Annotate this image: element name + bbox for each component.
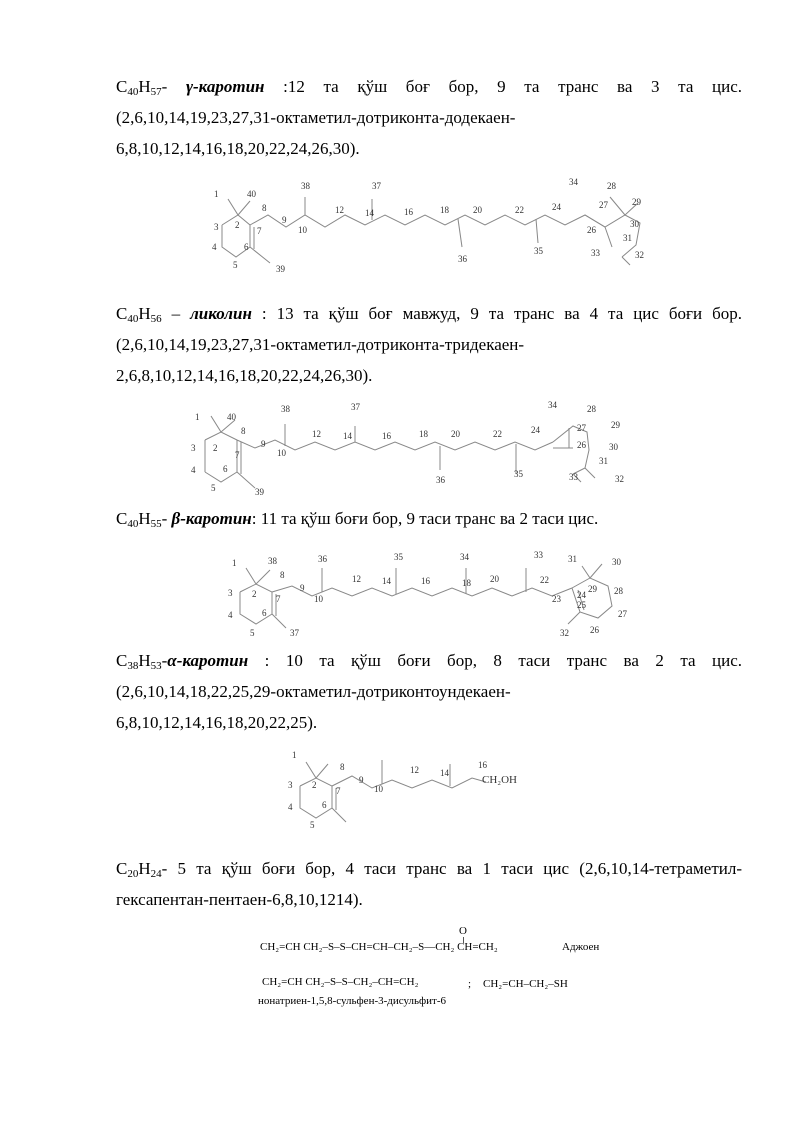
- formula-separator: ;: [468, 978, 472, 990]
- c20h24-line-2: гексапентан-пентаен-6,8,10,1214).: [116, 890, 363, 909]
- mol2-label: 1: [195, 412, 200, 422]
- mol3-label: 24: [577, 590, 586, 600]
- mol2-label: 12: [312, 429, 321, 439]
- mol1-label: 12: [335, 205, 344, 215]
- mol3-label: 7: [276, 594, 281, 604]
- alpha-carotene-iupac-2: 6,8,10,12,14,16,18,20,22,25).: [116, 713, 318, 732]
- mol1-label: 26: [587, 225, 596, 235]
- mol1-label: 22: [515, 205, 524, 215]
- mol3-label: 14: [382, 576, 391, 586]
- c20h24-line-1: $C_{20}H_{24}-$ 5 та қўш боғи бор, 4 таси транс ва 1 таси цис (2,6,10,14-тетраметил-: [116, 859, 742, 880]
- mol4-label: 10: [374, 784, 383, 794]
- mol1-label: 6: [244, 242, 249, 252]
- gamma-carotene-name: γ-каротин: [185, 77, 265, 96]
- mol1-label: 35: [534, 246, 543, 256]
- mol1-label: 14: [365, 208, 374, 218]
- mol2-label: 2: [213, 443, 218, 453]
- beta-carotene-structure: [222, 548, 642, 642]
- mol4-label: 6: [322, 800, 327, 810]
- mol2-label: 29: [611, 420, 620, 430]
- mol1-label: 24: [552, 202, 561, 212]
- retinol-structure: [286, 746, 546, 836]
- mol3-label: 2: [252, 589, 257, 599]
- lycopene-iupac-2: 2,6,8,10,12,14,16,18,20,22,24,26,30).: [116, 366, 373, 385]
- alpha-carotene-name: α-каротин: [167, 651, 249, 670]
- mol2-label: 36: [436, 475, 445, 485]
- lycopene-iupac-1: (2,6,10,14,19,23,27,31-октаметил-дотриконта-тридекаен-: [116, 335, 525, 354]
- lycopene-structure: [185, 402, 645, 502]
- mol4-label: 5: [310, 820, 315, 830]
- mol2-label: 26: [577, 440, 586, 450]
- mol3-label: 22: [540, 575, 549, 585]
- mol3-label: 32: [560, 628, 569, 638]
- mol1-label: 2: [235, 220, 240, 230]
- mol2-label: 16: [382, 431, 391, 441]
- mol2-label: 39: [255, 487, 264, 497]
- mol1-label: 27: [599, 200, 608, 210]
- gamma-carotene-structure: [200, 175, 660, 285]
- mol2-label: 27: [577, 423, 586, 433]
- mol4-label: 3: [288, 780, 293, 790]
- mol3-label: 31: [568, 554, 577, 564]
- mol4-label: 14: [440, 768, 449, 778]
- mol2-label: 14: [343, 431, 352, 441]
- mol1-label: 30: [630, 219, 639, 229]
- mol3-label: 4: [228, 610, 233, 620]
- mol2-label: 7: [235, 450, 240, 460]
- ajoene-formula: CH₂=CH CH₂–S–S–CH=CH–CH₂–S—CH₂ CH=CH₂: [260, 941, 498, 953]
- mol1-label: 8: [262, 203, 267, 213]
- mol3-label: 8: [280, 570, 285, 580]
- mol1-label: 38: [301, 181, 310, 191]
- mol3-label: 10: [314, 594, 323, 604]
- gamma-carotene-iupac-2: 6,8,10,12,14,16,18,20,22,24,26,30).: [116, 139, 360, 158]
- mol3-label: 20: [490, 574, 499, 584]
- ch2oh-label: CH₂OH: [482, 774, 518, 786]
- mol3-label: 38: [268, 556, 277, 566]
- mol4-label: 16: [478, 760, 487, 770]
- mol4-label: 1: [292, 750, 297, 760]
- mol4-label: 4: [288, 802, 293, 812]
- mol1-label: 40: [247, 189, 256, 199]
- mol3-label: 9: [300, 583, 305, 593]
- lycopene-title-line: $C_{40}H_{56}$ – ликолин : 13 та қўш боғ мавжуд, 9 та транс ва 4 та цис боғи бор.: [116, 304, 742, 325]
- mol1-label: 37: [372, 181, 381, 191]
- mol1-label: 31: [623, 233, 632, 243]
- mol2-label: 8: [241, 426, 246, 436]
- mol3-label: 23: [552, 594, 561, 604]
- mol3-label: 12: [352, 574, 361, 584]
- mol2-label: 22: [493, 429, 502, 439]
- mol1-label: 1: [214, 189, 219, 199]
- mol3-label: 25: [577, 600, 586, 610]
- gamma-carotene-title-line: $C_{40}H_{57}-$ γ-каротин :12 та қўш боғ бор, 9 та транс ва 3 та цис.: [116, 77, 742, 98]
- alpha-carotene-paragraph: [116, 645, 742, 738]
- mol2-label: 3: [191, 443, 196, 453]
- ajoene-oxygen: O: [459, 925, 467, 937]
- mol2-label: 34: [548, 400, 557, 410]
- mol2-label: 10: [277, 448, 286, 458]
- mol2-label: 28: [587, 404, 596, 414]
- mol1-label: 32: [635, 250, 644, 260]
- mol1-label: 36: [458, 254, 467, 264]
- mol2-label: 33: [569, 472, 578, 482]
- mol1-label: 18: [440, 205, 449, 215]
- lycopene-paragraph: [116, 298, 742, 391]
- mol3-label: 18: [462, 578, 471, 588]
- mol2-label: 32: [615, 474, 624, 484]
- mol2-label: 30: [609, 442, 618, 452]
- mol1-label: 4: [212, 242, 217, 252]
- c20h24-paragraph: [116, 853, 742, 915]
- mol3-label: 30: [612, 557, 621, 567]
- mol4-label: 9: [359, 775, 364, 785]
- mol2-label: 40: [227, 412, 236, 422]
- mol1-label: 16: [404, 207, 413, 217]
- mol3-label: 28: [614, 586, 623, 596]
- mol2-label: 37: [351, 402, 360, 412]
- mol1-label: 7: [257, 226, 262, 236]
- mol3-label: 6: [262, 608, 267, 618]
- mol1-label: 29: [632, 197, 641, 207]
- mol1-label: 39: [276, 264, 285, 274]
- mol1-label: 20: [473, 205, 482, 215]
- mol2-label: 18: [419, 429, 428, 439]
- mol3-label: 5: [250, 628, 255, 638]
- mol3-label: 1: [232, 558, 237, 568]
- mol2-label: 38: [281, 404, 290, 414]
- alpha-carotene-title-line: $C_{38}H_{53}-\alpha$-каротин : 10 та қўш боғи бор, 8 таси транс ва 2 та цис.: [116, 651, 742, 672]
- mol2-label: 9: [261, 439, 266, 449]
- sulfur-caption: нонатриен-1,5,8-сульфен-3-дисульфит-6: [258, 995, 447, 1007]
- mol4-label: 7: [336, 786, 341, 796]
- beta-carotene-name: β-каротин: [171, 509, 252, 528]
- ajoene-name: Аджоен: [562, 941, 600, 953]
- mol3-label: 3: [228, 588, 233, 598]
- mol2-label: 4: [191, 465, 196, 475]
- mol1-label: 10: [298, 225, 307, 235]
- alpha-carotene-iupac-1: (2,6,10,14,18,22,25,29-октаметил-дотриконтоундекаен-: [116, 682, 511, 701]
- mol1-label: 9: [282, 215, 287, 225]
- mol3-label: 37: [290, 628, 299, 638]
- beta-carotene-title-line: $C_{40}H_{55}-$ β-каротин: 11 та қўш боғи бор, 9 таси транс ва 2 таси цис.: [116, 509, 599, 530]
- mol2-label: 6: [223, 464, 228, 474]
- mol2-label: 24: [531, 425, 540, 435]
- mol2-label: 35: [514, 469, 523, 479]
- mol1-label: 33: [591, 248, 600, 258]
- mol2-label: 31: [599, 456, 608, 466]
- mol4-label: 12: [410, 765, 419, 775]
- mol3-label: 35: [394, 552, 403, 562]
- mol1-label: 28: [607, 181, 616, 191]
- mol2-label: 20: [451, 429, 460, 439]
- mol1-label: 3: [214, 222, 219, 232]
- mol3-label: 27: [618, 609, 627, 619]
- mol1-label: 5: [233, 260, 238, 270]
- mol3-label: 16: [421, 576, 430, 586]
- mol2-label: 5: [211, 483, 216, 493]
- gamma-carotene-iupac-1: (2,6,10,14,19,23,27,31-октаметил-дотриконта-додекаен-: [116, 108, 516, 127]
- mol3-label: 36: [318, 554, 327, 564]
- lycopene-name: ликолин: [190, 304, 252, 323]
- diallyl-disulfide-formula: CH₂=CH CH₂–S–S–CH₂–CH=CH₂: [262, 976, 419, 988]
- mol4-label: 8: [340, 762, 345, 772]
- mol3-label: 26: [590, 625, 599, 635]
- mol3-label: 29: [588, 584, 597, 594]
- mol1-label: 34: [569, 177, 578, 187]
- mol3-label: 33: [534, 550, 543, 560]
- mol4-label: 2: [312, 780, 317, 790]
- gamma-carotene-paragraph: [116, 71, 742, 164]
- allyl-mercaptan-formula: CH₂=CH–CH₂–SH: [483, 978, 568, 990]
- beta-carotene-paragraph: [116, 503, 742, 534]
- mol3-label: 34: [460, 552, 469, 562]
